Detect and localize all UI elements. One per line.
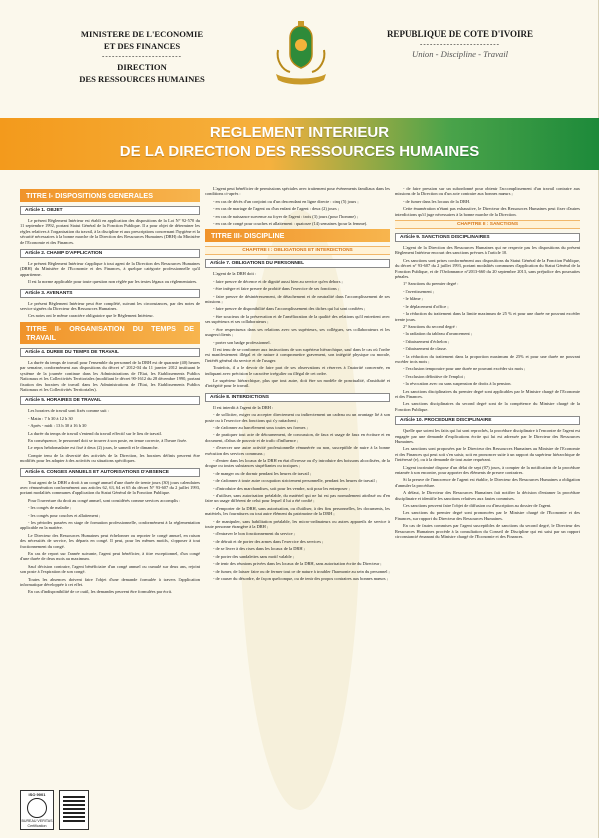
article-7-paragraph: - être respectueux dans ses relations avec ses supérieurs, ses collègues, ses collaborateurs et les usagers/clients ; (205, 326, 390, 338)
article-9-paragraph: - le déplacement d'office ; (403, 303, 449, 309)
article-9-paragraph: - le blâme ; (403, 296, 423, 302)
article-9-paragraph: - l'exclusion temporaire pour une durée ne pouvant excéder six mois ; (403, 366, 526, 372)
republic-dashes: ------------------------ (420, 40, 500, 48)
article-9-paragraph: Ces sanctions sont prises conformément aux dispositions du Statut Général de la Fonction Publique, du décret n° 93-607 du 2 juillet 1993, portant modalités communes d'application du Statut Général de la Fonction Publique, et de l'Ordonnance n°2013-660 du 20 septembre 2013, sans préjudice des poursuites pénales. (395, 257, 580, 280)
article-2-paragraph: Le présent Règlement Intérieur s'applique à tout agent de la Direction des Ressources Humaines (DRH) du Ministère de l'Economie et des Finances, à quelque catégorie professionnelle qu'il appartienne. (20, 261, 200, 277)
article-10-paragraph: Les sanctions sont proposées par le Directeur des Ressources Humaines au Ministre de l'Economie et des Finances qui peut soit s'en saisir, soit en prononcer suite à un rapport du supérieur hiérarchique de l'intéressé (e), ou à la demande de tout autre requérant. (395, 446, 580, 463)
article-8-paragraph: - de pratiquer tout acte de détournement, de concussion, de faux et usage de faux en écriture et en document, d'abus de pouvoir et de trafic d'influence ; (205, 432, 390, 443)
column-2 (205, 186, 390, 583)
article-9-paragraph: 1° Sanctions du premier degré : (403, 281, 459, 287)
iso-label: ISO 9001 (28, 792, 46, 797)
article-7-paragraph: - être intègre et faire preuve de probité dans l'exercice de ses fonctions ; (213, 286, 339, 292)
title-line2: DE LA DIRECTION DES RESSOURCES HUMAINES (119, 143, 480, 160)
article-4-heading: Article 4. DUREE DU TEMPS DE TRAVAIL (20, 348, 200, 357)
article-9-paragraph: L'agent de la Direction des Ressources Humaines qui ne respecte pas les dispositions du présent Règlement Intérieur encourt des sanctions prévues à l'article 10. (395, 245, 580, 256)
article-5-paragraph: La durée du temps de travail s'entend du travail effectif sur le lieu de travail. (28, 430, 162, 436)
article-2-heading: Article 2. CHAMP D'APPLICATION (20, 249, 200, 258)
article-6-paragraph: En cas de report sur l'année suivante, l'agent peut bénéficier, à titre exceptionnel, d'un congé d'une durée de deux mois au maximum. (20, 551, 200, 562)
permission-paragraph: L'agent peut bénéficier de permissions spéciales avec traitement pour évènements familiaux dans les conditions ci-après : (205, 186, 390, 197)
article-9-paragraph: Les sanctions disciplinaires du second degré sont de la compétence du Ministre chargé de la Fonction Publique. (395, 401, 580, 412)
article-8-paragraph: - de manipuler, sans habilitation préalable, les micro-ordinateurs ou autres appareils de service à toute personne étrangère à la DRH ; (205, 518, 390, 530)
article-10-paragraph: Ces sanctions peuvent faire l'objet de diffusion ou d'inscription au dossier de l'agent. (403, 503, 552, 509)
article-10-paragraph: Quelle que soient les faits qui lui sont reprochés, la procédure disciplinaire à l'encontre de l'agent est engagée par une demande d'explications écrite qui lui est adressée par le Directeur des Ressources Humaines. (395, 428, 580, 444)
interdiction-item: - de fumer dans les locaux de la DRH. (403, 198, 471, 204)
article-8-paragraph: - de solliciter, exiger ou accepter directement ou indirectement un cadeau ou un avantage lié à son poste ou à l'exercice des fonctions qui s'y rattachent ; (205, 412, 390, 423)
article-7-heading: Article 7. OBLIGATIONS DU PERSONNEL (205, 259, 390, 268)
title-2-heading: TITRE II- ORGANISATION DU TEMPS DE TRAVAIL (20, 322, 200, 344)
article-9-paragraph: - l'avertissement ; (403, 288, 435, 294)
article-6-paragraph: Le Directeur des Ressources Humaines peut échelonner ou reporter le congé annuel, en raison des nécessités de service, les départs en congé. Il peut, pour les mêmes motifs, s'opposer à tout fractionnement du congé. (20, 532, 200, 549)
article-9-paragraph: - la révocation avec ou sans suspension de droits à la pension. (403, 381, 512, 387)
article-8-paragraph: Il est interdit à l'agent de la DRH : (213, 404, 274, 410)
permission-item: - en cas de naissance survenue au foyer de l'agent : trois (3) jours (pour l'homme) ; (213, 213, 358, 219)
article-9-paragraph: 2° Sanctions du second degré : (403, 323, 458, 329)
article-8-paragraph: - de s'adonner à toute autre occupation strictement personnelle, pendant les heures de travail ; (213, 478, 378, 484)
article-9-paragraph: - l'exclusion définitive de l'emploi ; (403, 373, 466, 379)
interdiction-item: - de faire pression sur un subordonné pour obtenir l'accomplissement d'un travail contraire aux missions de la Direction ou d'un acte contraire aux bonnes mœurs ; (395, 186, 580, 197)
coat-of-arms-icon (272, 20, 330, 88)
article-7-paragraph: - être soucieux de la préservation et de l'amélioration de la qualité des relations qu'il entretient avec ses supérieurs et ses collaborateurs ; (205, 313, 390, 325)
ministry-dashes: ------------------------ (102, 52, 182, 60)
article-10-paragraph: A défaut, le Directeur des Ressources Humaines fait notifier la décision d'entamer la procédure disciplinaire et identifie les sanctions relatives aux fautes commises. (395, 490, 580, 501)
article-5-heading: Article 5. HORAIRES DE TRAVAIL (20, 396, 200, 405)
permission-item: - en cas de décès d'un conjoint ou d'un descendant en ligne directe : cinq (5) jours ; (213, 198, 359, 204)
certification-mark-icon (59, 790, 89, 830)
article-6-paragraph: Sauf décision contraire, l'agent bénéficiaire d'un congé annuel ou cumulé sur deux ans, rejoint son poste à l'expiration de son congé. (20, 563, 200, 575)
article-9-paragraph: - la réduction du traitement dans la proportion maximum de 25% et pour une durée ne pouvant excéder trois mois ; (395, 353, 580, 364)
article-1-heading: Article 1. OBJET (20, 206, 200, 215)
article-8-paragraph: - de tenir des réunions privées dans les locaux de la DRH, sans autorisation écrite du Directeur ; (213, 561, 382, 567)
article-7-paragraph: Le supérieur hiérarchique, plus que tout autre, doit être un modèle de ponctualité, d'assiduité et d'intégrité pour le travail. (205, 377, 390, 389)
article-10-heading: Article 10. PROCEDURE DISCIPLINAIRE (395, 416, 580, 425)
direction-line1: DIRECTION (117, 62, 167, 72)
article-8-heading: Article 8. INTERDICTIONS (205, 393, 390, 402)
interdiction-note: Cette énumération n'étant pas exhaustive, le Directeur des Ressources Humaines peut fixer d'autres interdictions qu'il juge nécessaires à la bonne marche de la Direction. (395, 206, 580, 217)
column-3 (395, 186, 580, 542)
article-6-paragraph: Toutes les absences doivent faire l'objet d'une demande formulée à travers l'application informatique développée à cet effet. (20, 576, 200, 588)
bureau-veritas-logo (20, 790, 54, 830)
bv-cert: Certification (27, 823, 47, 828)
article-9-heading: Article 9. SANCTIONS DISCIPLINAIRES (395, 233, 580, 242)
article-8-paragraph: - de se livrer à des rixes dans les locaux de la DRH ; (213, 546, 305, 552)
article-8-paragraph: - de s'adonner au harcèlement sous toutes ses formes ; (213, 424, 308, 430)
ministry-line2: ET DES FINANCES (103, 41, 181, 51)
article-10-paragraph: L'agent incriminé dispose d'un délai de sept (07) jours, à compter de la notification de la procédure entamée à son encontre, pour apporter des éléments de preuve contraires. (395, 464, 580, 476)
article-8-paragraph: - d'entrer dans les locaux de la DRH en état d'ivresse ou d'y introduire des boissons alcoolisées, de la drogue ou toutes substances stupéfiantes ou toxiques ; (205, 458, 390, 469)
direction-line2: DES RESSOURCES HUMAINES (79, 74, 205, 84)
article-4-paragraph: La durée du temps de travail pour l'ensemble du personnel de la DRH est de quarante (40) heures par semaine, conformément aux dispositions du décret n° 2012-04 du 11 janvier 2012 instituant le système de la journée continue dans les Administrations de l'Etat, les Etablissements Publics Nationaux et les Collectivités Territoriales (modifiant le décret 90-1612 du 28 décembre 1990, portant fixation des horaires de travail dans les Administrations de l'Etat, les Etablissements Publics Nationaux et les Collectivités Territoriales). (20, 359, 200, 392)
article-7-paragraph: - faire preuve de disponibilité dans l'accomplissement des tâches qui lui sont confiées ; (213, 306, 366, 312)
article-6-heading: Article 6. CONGES ANNUELS ET AUTORISATIONS D'ABSENCE (20, 468, 200, 477)
article-9-paragraph: - la radiation du tableau d'avancement ; (403, 331, 473, 337)
article-7-paragraph: - porter son badge professionnel. (213, 339, 271, 345)
article-6-paragraph: - les congés de maladie ; (28, 505, 72, 511)
article-10-paragraph: Les sanctions du premier degré sont prononcées par le Ministre chargé de l'Economie et des Finances, sur rapport du Directeur des Ressources Humaines. (395, 510, 580, 521)
article-8-paragraph: - d'utiliser, sans autorisation préalable, du matériel qui ne lui est pas normalement attribué ou d'en faire un usage différent de celui pour lequel il lui a été confié ; (205, 493, 390, 504)
article-7-paragraph: Il est tenu de se conformer aux instructions de son supérieur hiérarchique, sauf dans le cas où l'ordre est manifestement illégal et de nature à compromettre gravement, son intégrité physique ou morale, l'intérêt général du service et de l'usager. (205, 346, 390, 363)
article-1-paragraph: Le présent Règlement Intérieur est établi en application des dispositions de la Loi N° 92-570 du 11 septembre 1992, portant Statut Général de la Fonction Publique. Il a pour objet de déterminer les règles relatives à l'organisation du travail, à la discipline et aux prescriptions concernant l'hygiène et la sécurité nécessaires à la bonne marche de la Direction des Ressources Humaines (DRH) du Ministère de l'Economie et des Finances. (20, 218, 200, 245)
permission-item: - en cas de mariage de l'agent ou d'un enfant de l'agent : deux (2) jours ; (213, 206, 339, 212)
article-9-paragraph: - l'abaissement d'échelon ; (403, 338, 450, 344)
bureau-veritas-seal-icon (27, 798, 47, 818)
article-5-paragraph: Le repos hebdomadaire est fixé à deux (2) jours, le samedi et le dimanche. (28, 445, 159, 451)
article-8-paragraph: - d'exercer une autre activité professionnelle rémunérée ou non, susceptible de nuire à la bonne exécution des services communs ; (205, 445, 390, 456)
article-8-paragraph: - d'entraver le bon fonctionnement du service ; (213, 531, 295, 537)
article-5-paragraph: Les horaires de travail sont fixés comme suit : (28, 408, 109, 414)
bv-name: BUREAU VERITAS (21, 819, 53, 824)
article-7-paragraph: L'agent de la DRH doit : (213, 271, 257, 277)
article-8-paragraph: - de détruit et de porter des armes dans l'exercice des services ; (213, 538, 324, 544)
article-5-paragraph: - Matin : 7 h 30 à 12 h 30 (28, 415, 73, 421)
article-10-paragraph: En cas de fautes commises par l'agent susceptibles de sanctions du second degré, le Directeur des Ressources Humaines procède à la consultation du Conseil de Discipline qui est saisi par un rapport circonstancié émanant du Ministre chargé de l'Economie et des Finances. (395, 523, 580, 540)
article-6-paragraph: - les périodes passées en stage de formation professionnelle, conformément à la réglementation applicable en la matière. (20, 520, 200, 531)
article-9-paragraph: Les sanctions disciplinaires du premier degré sont applicables par le Ministre chargé de l'Economie et des Finances. (395, 388, 580, 399)
chapter-1-heading: CHAPITRE I : OBLIGATIONS ET INTERDICTIONS (205, 246, 390, 255)
article-10-paragraph: Si la preuve de l'innocence de l'agent est établie, le Directeur des Ressources Humaines a obligation d'annuler la procédure. (395, 477, 580, 488)
article-8-paragraph: - d'introduire des marchandises, soit pour les vendre, soit pour les entreposer ; (213, 485, 350, 491)
article-8-paragraph: - de porter des sandalettes sans motif valable ; (213, 553, 294, 559)
title-1-heading: TITRE I- DISPOSITIONS GENERALES (20, 189, 200, 202)
article-7-paragraph: - faire preuve de désintéressement, de détachement et de neutralité dans l'accomplissement de ses missions ; (205, 293, 390, 305)
article-8-paragraph: - de manger ou de dormir pendant les heures de travail ; (213, 470, 312, 476)
article-3-paragraph: Ces notes ont le même caractère obligatoire que le Règlement Intérieur. (28, 313, 154, 319)
article-8-paragraph: - de causer du désordre, de façon quelconque, ou de tenir des propos contraires aux bonnes mœurs ; (213, 575, 388, 581)
chapter-2-heading: CHAPITRE II : SANCTIONS (395, 220, 580, 229)
article-6-paragraph: - les congés pour couches et allaitement ; (28, 512, 101, 518)
article-5-paragraph: Compte tenu de la diversité des activités de la Direction, les horaires définis peuvent être modifiés pour les adapter à des activités ou situations spécifiques. (20, 452, 200, 464)
article-6-paragraph: En cas d'indisponibilité de ce outil, les demandes peuvent être formulées par écrit. (28, 589, 173, 595)
ministry-line1: MINISTERE DE L'ECONOMIE (80, 29, 204, 39)
article-8-paragraph: - d'emporter de la DRH, sans autorisation, ou d'utiliser, à des fins personnelles, les documents, les matériels, les fournitures ou tout autre élément du patrimoine de la DRH ; (205, 505, 390, 517)
article-6-paragraph: Pour l'ouverture du droit au congé annuel, sont considérés comme services accomplis : (28, 497, 181, 503)
article-9-paragraph: - la réduction du traitement dans la limite maximum de 25 % et pour une durée ne pouvant excéder trente jours. (395, 311, 580, 322)
republic-header (355, 28, 565, 60)
column-1 (20, 186, 200, 597)
article-3-heading: Article 3. AVENANTS (20, 289, 200, 298)
article-2-paragraph: Il est la norme applicable pour toute question non réglée par les textes légaux ou réglementaires. (28, 279, 198, 285)
permission-item: - en cas de congé pour couches et allaitement : quatorze (14) semaines (pour la femme). (213, 221, 368, 227)
certification-logos (20, 790, 89, 830)
article-3-paragraph: Le présent Règlement Intérieur peut être complété, suivant les circonstances, par des notes de service signées du Directeur des Ressources Humaines. (20, 300, 200, 312)
title-3-heading: TITRE III- DISCIPLINE (205, 229, 390, 242)
article-7-paragraph: - faire preuve de décence et de dignité aussi bien au service qu'en dehors ; (213, 278, 343, 284)
republic-motto: Union - Discipline - Travail (412, 49, 508, 59)
document-title (0, 123, 599, 161)
article-9-paragraph: - l'abaissement de classe. (403, 346, 447, 352)
article-8-paragraph: - de fumer, de laisser faire ou de fermer tout ce de nature à troubler l'harmonie au sein du personnel ; (213, 568, 390, 574)
article-5-paragraph: - Après - midi : 13 h 30 à 16 h 30 (28, 423, 87, 429)
republic-name: REPUBLIQUE DE COTE D'IVOIRE (386, 29, 534, 39)
article-5-paragraph: En conséquence, le personnel doit se trouver à son poste, en tenue correcte, à l'heure fixée. (28, 437, 188, 443)
article-6-paragraph: Tout agent de la DRH a droit à un congé annuel d'une durée de trente jours (30) jours calendaires avec rémunération conformément aux articles 62, 63, 64 et 65 du décret N° 93-607 du 2 juillet 1993, portant modalités communes d'application du Statut Général de la Fonction Publique. (20, 479, 200, 496)
article-7-paragraph: Toutefois, il a le devoir de faire part de ses observations et réserves à l'autorité concernée, en indiquant avec précision le caractère irrégulier ou illégal de cet ordre. (205, 365, 390, 376)
title-line1: REGLEMENT INTERIEUR (209, 124, 390, 141)
ministry-header (42, 28, 242, 85)
